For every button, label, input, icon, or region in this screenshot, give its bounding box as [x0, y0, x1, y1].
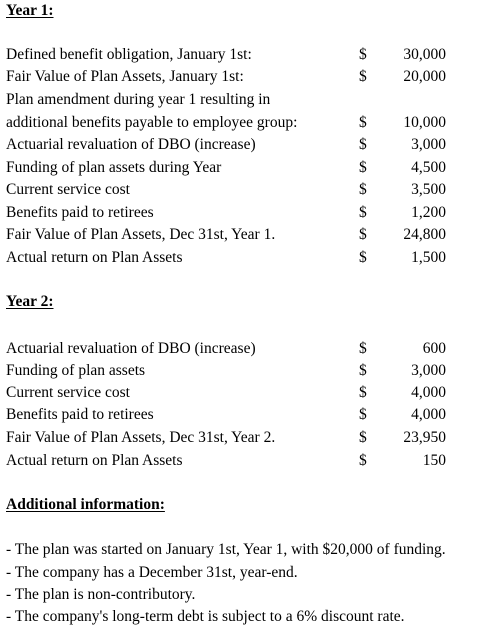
row-label: Fair Value of Plan Assets, Dec 31st, Year 1.	[6, 226, 276, 243]
table-row	[6, 179, 446, 201]
row-label: Actual return on Plan Assets	[6, 452, 183, 469]
table-row	[6, 66, 446, 88]
table-row	[6, 404, 446, 426]
table-row	[6, 112, 446, 134]
row-label: Current service cost	[6, 181, 130, 198]
table-row	[6, 382, 446, 404]
row-currency: $	[359, 429, 367, 446]
row-amount: 3,000	[411, 362, 446, 379]
row-currency: $	[359, 181, 367, 198]
row-currency: $	[359, 249, 367, 266]
row-currency: $	[359, 226, 367, 243]
row-amount: 30,000	[403, 46, 446, 63]
row-label: Defined benefit obligation, January 1st:	[6, 46, 252, 63]
row-amount: 4,000	[411, 384, 446, 401]
list-item: - The plan was started on January 1st, Year 1, with $20,000 of funding.	[6, 541, 446, 558]
row-label: Benefits paid to retirees	[6, 406, 154, 423]
additional-info-heading: Additional information:	[6, 496, 165, 513]
row-label: Plan amendment during year 1 resulting in	[6, 91, 271, 108]
row-label: Fair Value of Plan Assets, Dec 31st, Year 2.	[6, 429, 276, 446]
row-amount: 23,950	[403, 429, 446, 446]
list-item: - The company has a December 31st, year-end.	[6, 564, 298, 581]
row-currency: $	[359, 204, 367, 221]
row-currency: $	[359, 340, 367, 357]
list-item: - The company's long-term debt is subject to a 6% discount rate.	[6, 608, 405, 625]
row-amount: 1,200	[411, 204, 446, 221]
table-row	[6, 89, 446, 111]
list-item: - The plan is non-contributory.	[6, 586, 196, 603]
row-amount: 600	[422, 340, 446, 357]
table-row	[6, 202, 446, 224]
row-currency: $	[359, 406, 367, 423]
row-label: Actual return on Plan Assets	[6, 249, 183, 266]
table-row	[6, 44, 446, 66]
row-label: Benefits paid to retirees	[6, 204, 154, 221]
table-row	[6, 450, 446, 472]
row-amount: 4,000	[411, 406, 446, 423]
row-amount: 10,000	[403, 114, 446, 131]
row-currency: $	[359, 136, 367, 153]
table-row	[6, 247, 446, 269]
row-currency: $	[359, 159, 367, 176]
row-label: additional benefits payable to employee group:	[6, 114, 298, 131]
row-currency: $	[359, 452, 367, 469]
row-label: Actuarial revaluation of DBO (increase)	[6, 136, 256, 153]
row-amount: 3,000	[411, 136, 446, 153]
table-row	[6, 360, 446, 382]
row-amount: 3,500	[411, 181, 446, 198]
row-amount: 4,500	[411, 159, 446, 176]
table-row	[6, 134, 446, 156]
row-currency: $	[359, 362, 367, 379]
row-amount: 1,500	[411, 249, 446, 266]
table-row	[6, 427, 446, 449]
row-currency: $	[359, 46, 367, 63]
row-amount: 24,800	[403, 226, 446, 243]
table-row	[6, 157, 446, 179]
row-currency: $	[359, 384, 367, 401]
table-row	[6, 338, 446, 360]
row-label: Funding of plan assets	[6, 362, 146, 379]
row-label: Actuarial revaluation of DBO (increase)	[6, 340, 256, 357]
year1-heading: Year 1:	[6, 2, 54, 19]
table-row	[6, 224, 446, 246]
row-amount: 20,000	[403, 68, 446, 85]
row-label: Funding of plan assets during Year	[6, 159, 222, 176]
row-label: Fair Value of Plan Assets, January 1st:	[6, 68, 244, 85]
row-currency: $	[359, 114, 367, 131]
year2-heading: Year 2:	[6, 293, 54, 310]
row-amount: 150	[422, 452, 446, 469]
row-label: Current service cost	[6, 384, 130, 401]
row-currency: $	[359, 68, 367, 85]
